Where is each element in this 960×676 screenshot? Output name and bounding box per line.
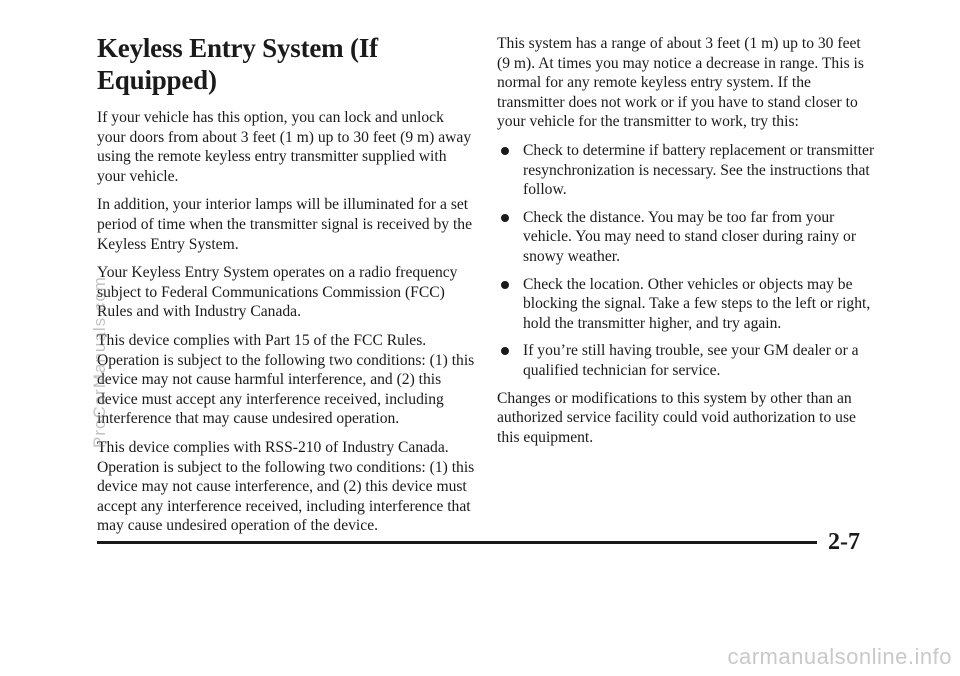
section-title: Keyless Entry System (If Equipped) (97, 33, 378, 95)
watermark: ProCarManuals.com (90, 276, 109, 448)
paragraph-option: If your vehicle has this option, you can lock and unlock your doors from about 3 feet (1 m) up to 30 feet (9 m) away using the remote keyless entry transmitter supplied with your vehicle. (97, 109, 472, 185)
site-watermark: carmanualsonline.info (727, 644, 952, 669)
list-item-text: Check the location. Other vehicles or objects may be blocking the signal. Take a few steps to the left or right, hold the transmitter higher, and try again. (523, 275, 871, 332)
list-item (497, 341, 877, 380)
right-column (497, 32, 877, 456)
bullet-icon (501, 147, 509, 155)
paragraph-range: This system has a range of about 3 feet (1 m) up to 30 feet (9 m). At times you may notice a decrease in range. This is normal for any remote keyless entry system. If the transmitter does not work or if you have to stand closer to your vehicle for the transmitter to work, try this: (497, 35, 864, 131)
left-column (97, 32, 475, 545)
paragraph-industry-canada: This device complies with RSS-210 of Industry Canada. Operation is subject to the following two conditions: (1) this device may not cause interference, and (2) this device must accept any interference received, including interference that may cause undesired operation of the device. (97, 438, 475, 535)
troubleshooting-list (497, 141, 877, 381)
paragraph-radio-frequency: Your Keyless Entry System operates on a radio frequency subject to Federal Communications Commission (FCC) Rules and with Industry Canada. (97, 264, 458, 321)
list-item-text: If you’re still having trouble, see your GM dealer or a qualified technician for service. (523, 342, 859, 379)
bullet-icon (501, 281, 509, 289)
list-item (497, 141, 877, 200)
bullet-icon (501, 347, 509, 355)
paragraph-fcc: This device complies with Part 15 of the FCC Rules. Operation is subject to the following two conditions: (1) this device may not cause harmful interference, and (2) this device must accept any interference received, including interference that may cause undesired operation. (97, 331, 475, 428)
page-number: 2-7 (828, 529, 860, 555)
bullet-icon (501, 214, 509, 222)
paragraph-modifications: Changes or modifications to this system by other than an authorized service facility could void authorization to use this equipment. (497, 389, 856, 446)
footer-divider (97, 541, 817, 544)
list-item-text: Check the distance. You may be too far from your vehicle. You may need to stand closer during rainy or snowy weather. (523, 208, 857, 265)
list-item-text: Check to determine if battery replacement or transmitter resynchronization is necessary. See the instructions that follow. (523, 141, 875, 199)
list-item (497, 208, 877, 267)
paragraph-interior-lamps: In addition, your interior lamps will be illuminated for a set period of time when the transmitter signal is received by the Keyless Entry System. (97, 196, 473, 253)
list-item (497, 275, 877, 334)
